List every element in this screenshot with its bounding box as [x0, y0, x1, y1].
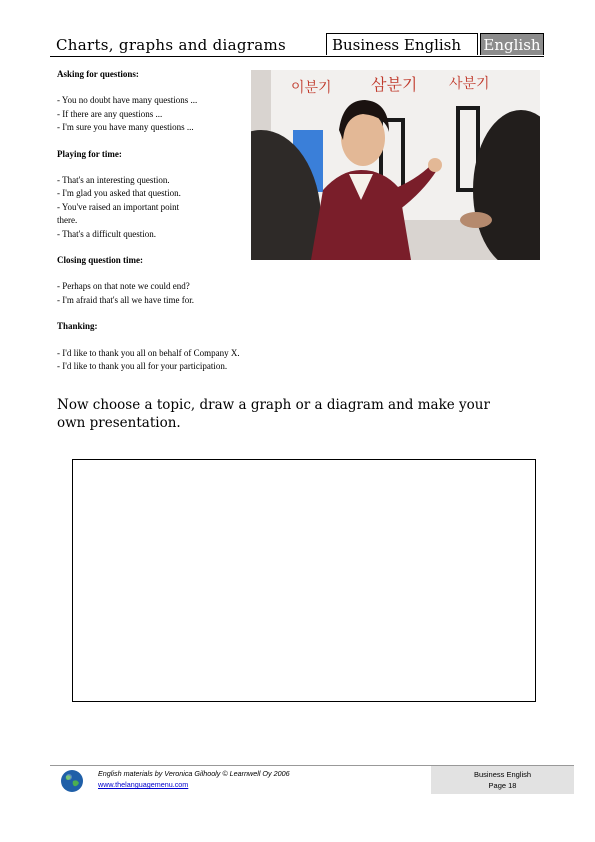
page-footer: [50, 765, 574, 794]
footer-credit: [98, 768, 290, 790]
phrase-line: - I'm glad you asked that question.: [57, 188, 181, 199]
board-label: 사분기: [449, 76, 490, 92]
header-business-english-box: Business English: [326, 33, 478, 55]
phrase-line: - You've raised an important point: [57, 201, 180, 212]
section-heading: Asking for questions:: [57, 69, 139, 79]
phrase-line: - That's a difficult question.: [57, 228, 157, 239]
page-title: Charts, graphs and diagrams: [56, 36, 287, 54]
presenter-photo: [251, 70, 540, 260]
globe-icon: [60, 769, 84, 793]
footer-course-label: Business English: [473, 770, 532, 779]
instruction-prompt: Now choose a topic, draw a graph or a diagram and make your own presentation.: [57, 397, 490, 431]
phrase-line: - I'd like to thank you all on behalf of Company X.: [57, 347, 240, 358]
footer-page-box: [431, 766, 574, 794]
phrase-line: - I'd like to thank you all for your participation.: [57, 361, 228, 372]
board-label: 이분기: [291, 80, 332, 96]
phrase-line: - That's an interesting question.: [57, 175, 170, 186]
page-number: Page 18: [488, 781, 517, 790]
phrase-list: [57, 68, 247, 374]
section-heading: Closing question time:: [57, 255, 144, 266]
phrase-line: - Perhaps on that note we could end?: [57, 281, 190, 292]
presenter-illustration: [251, 70, 540, 260]
phrase-line: - If there are any questions ...: [57, 108, 163, 119]
website-link[interactable]: www.thelanguagemenu.com: [98, 780, 189, 789]
phrase-line: - I'm sure you have many questions ...: [57, 122, 194, 133]
phrase-line: - You no doubt have many questions ...: [57, 95, 198, 106]
section-heading: Thanking:: [57, 321, 98, 332]
section-heading: Playing for time:: [57, 148, 122, 159]
board-label: 삼분기: [371, 75, 418, 94]
page-header: [50, 33, 544, 57]
header-english-tag: English: [480, 33, 544, 55]
phrase-line: there.: [57, 215, 78, 226]
phrase-line: - I'm afraid that's all we have time for.: [57, 294, 194, 305]
credit-text: English materials by Veronica Gilhooly © Learnwell Oy 2006: [98, 769, 290, 778]
drawing-area: [72, 459, 536, 702]
